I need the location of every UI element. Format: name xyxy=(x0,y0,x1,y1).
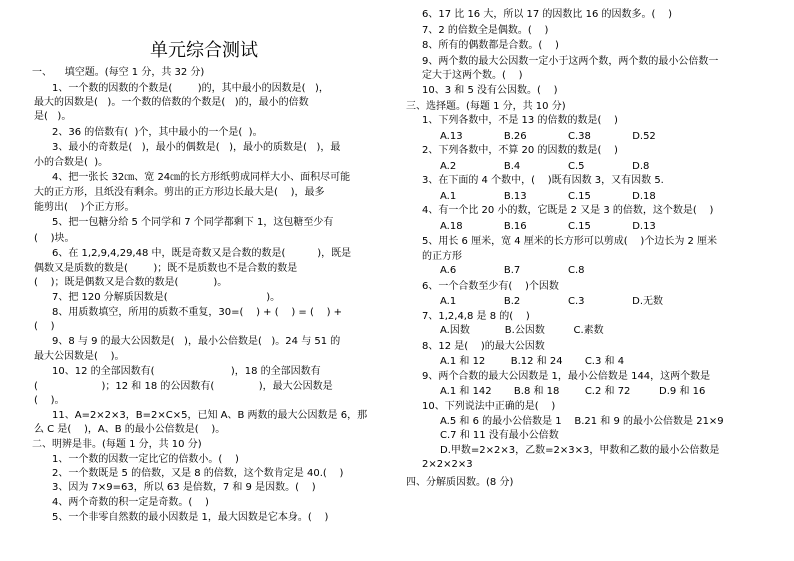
left-line: ( )；12 和 18 的公因数有( )，最大公因数是 xyxy=(34,381,333,392)
right-line: A.18 B.16 C.15 D.13 xyxy=(440,221,656,232)
left-line: 大的正方形，且纸没有剩余。剪出的正方形边长最大是( )，最多 xyxy=(34,187,325,198)
right-line: 定大于这两个数。( ) xyxy=(422,70,523,81)
right-line: 6、17 比 16 大，所以 17 的因数比 16 的因数多。( ) xyxy=(422,9,673,20)
right-line: 9、两个合数的最大公因数是 1，最小公倍数是 144，这两个数是 xyxy=(422,371,711,382)
left-line: 2、36 的倍数有( )个，其中最小的一个是( )。 xyxy=(52,127,263,138)
right-line: 1、下列各数中，不是 13 的倍数的数是( ) xyxy=(422,115,618,126)
right-line: A.1 B.2 C.3 D.无数 xyxy=(440,296,664,307)
left-line: 4、两个奇数的积一定是奇数。( ) xyxy=(52,497,209,508)
right-line: 6、一个合数至少有( )个因数 xyxy=(422,281,559,292)
right-line: 三、选择题。(每题 1 分，共 10 分) xyxy=(406,101,566,112)
left-line: 么 C 是( )，A、B 的最小公倍数是( )。 xyxy=(34,424,226,435)
left-line: 8、用质数填空，所用的质数不重复，30=( ) + ( ) = ( ) + xyxy=(52,307,343,318)
right-line: 2×2×2×3 xyxy=(422,459,473,470)
left-line: 2、一个数既是 5 的倍数，又是 8 的倍数，这个数肯定是 40.( ) xyxy=(52,468,344,479)
left-line: 9、8 与 9 的最大公因数是( )，最小公倍数是( )。24 与 51 的 xyxy=(52,336,341,347)
left-line: ( ) xyxy=(34,321,55,332)
right-line: 7、2 的倍数全是偶数。( ) xyxy=(422,25,549,36)
left-line: ( )块。 xyxy=(34,233,75,244)
right-line: D.甲数=2×2×3，乙数=2×3×3，甲数和乙数的最小公倍数是 xyxy=(440,445,720,456)
right-line: A.因数 B.公因数 C.素数 xyxy=(440,325,604,336)
left-line: 能剪出( )个正方形。 xyxy=(34,202,135,213)
left-line: 6、在 1,2,9,4,29,48 中，既是奇数又是合数的数是( )，既是 xyxy=(52,248,352,259)
right-line: 4、有一个比 20 小的数，它既是 2 又是 3 的倍数，这个数是( ) xyxy=(422,205,714,216)
left-line: ( )；既是偶数又是合数的数是( )。 xyxy=(34,277,228,288)
right-line: A.6 B.7 C.8 xyxy=(440,265,585,276)
left-line: ( )。 xyxy=(34,395,65,406)
right-line: 2、下列各数中，不算 20 的因数的数是( ) xyxy=(422,145,618,156)
right-line: A.1 和 142 B.8 和 18 C.2 和 72 D.9 和 16 xyxy=(440,386,706,397)
right-line: A.5 和 6 的最小公倍数是 1 B.21 和 9 的最小公倍数是 21×9 xyxy=(440,416,724,427)
worksheet-title: 单元综合测试 xyxy=(150,40,258,61)
right-line: 3、在下面的 4 个数中，( )既有因数 3，又有因数 5. xyxy=(422,175,664,186)
left-line: 10、12 的全部因数有( )，18 的全部因数有 xyxy=(52,366,321,377)
left-line: 11、A=2×2×3，B=2×C×5，已知 A、B 两数的最大公因数是 6，那 xyxy=(52,410,368,421)
right-line: C.7 和 11 没有最小公倍数 xyxy=(440,430,559,441)
right-line: 10、3 和 5 没有公因数。( ) xyxy=(422,85,558,96)
left-line: 偶数又是质数的数是( )；既不是质数也不是合数的数是 xyxy=(34,263,298,274)
right-line: 的正方形 xyxy=(422,251,462,262)
right-line: 9、两个数的最大公因数一定小于这两个数，两个数的最小公倍数一 xyxy=(422,56,719,67)
left-line: 小的合数是( )。 xyxy=(34,157,109,168)
right-line: A.2 B.4 C.5 D.8 xyxy=(440,161,650,172)
left-line: 1、一个数的因数一定比它的倍数小。( ) xyxy=(52,454,239,465)
left-line: 一、 填空题。(每空 1 分，共 32 分) xyxy=(32,67,205,78)
left-line: 5、把一包糖分给 5 个同学和 7 个同学都剩下 1，这包糖至少有 xyxy=(52,217,334,228)
right-line: A.1 B.13 C.15 D.18 xyxy=(440,191,656,202)
right-line: A.1 和 12 B.12 和 24 C.3 和 4 xyxy=(440,356,625,367)
left-line: 最大的因数是( )。一个数的倍数的个数是( )的，最小的倍数 xyxy=(34,97,309,108)
left-line: 是( )。 xyxy=(34,111,72,122)
left-line: 二、明辨是非。(每题 1 分，共 10 分) xyxy=(32,439,202,450)
left-line: 4、把一张长 32㎝、宽 24㎝的长方形纸剪成同样大小、面积尽可能 xyxy=(52,172,351,183)
right-line: 8、12 是( )的最大公因数 xyxy=(422,341,545,352)
left-line: 7、把 120 分解质因数是( )。 xyxy=(52,292,281,303)
left-line: 5、一个非零自然数的最小因数是 1，最大因数是它本身。( ) xyxy=(52,512,329,523)
right-line: 四、分解质因数。(8 分) xyxy=(406,477,514,488)
right-line: 8、所有的偶数都是合数。( ) xyxy=(422,40,559,51)
right-line: 5、用长 6 厘米，宽 4 厘米的长方形可以剪成( )个边长为 2 厘米 xyxy=(422,236,718,247)
right-line: A.13 B.26 C.38 D.52 xyxy=(440,131,656,142)
right-line: 10、下列说法中正确的是( ) xyxy=(422,401,556,412)
left-line: 1、一个数的因数的个数是( )的，其中最小的因数是( )， xyxy=(52,83,329,94)
right-line: 7、1,2,4,8 是 8 的( ) xyxy=(422,311,530,322)
left-line: 3、最小的奇数是( )，最小的偶数是( )，最小的质数是( )，最 xyxy=(52,142,341,153)
left-line: 最大公因数是( )。 xyxy=(34,351,125,362)
left-line: 3、因为 7×9=63，所以 63 是倍数，7 和 9 是因数。( ) xyxy=(52,482,316,493)
